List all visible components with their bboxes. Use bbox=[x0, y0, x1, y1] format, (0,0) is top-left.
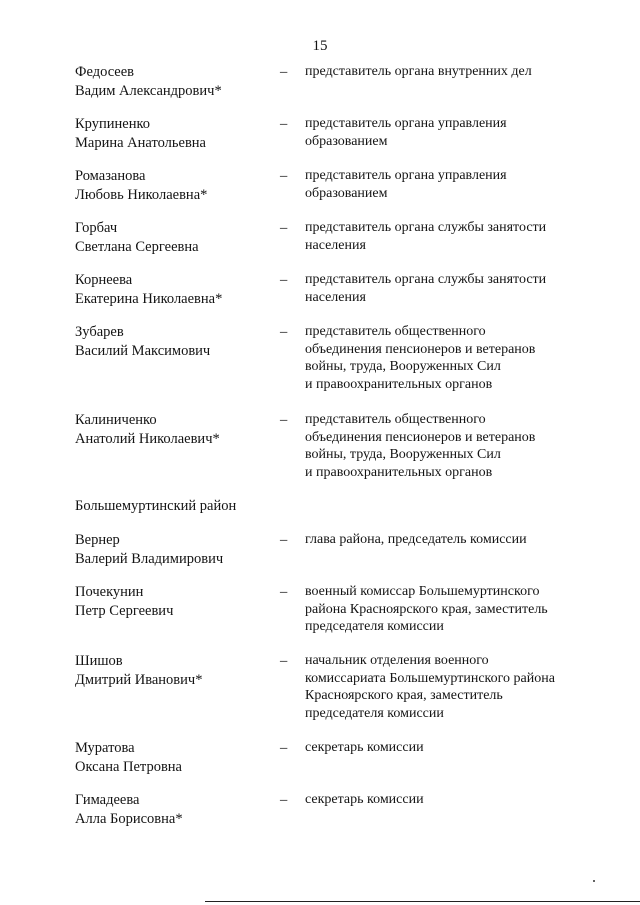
role-line: образованием bbox=[305, 185, 388, 201]
role-line: населения bbox=[305, 289, 366, 305]
role-line: начальник отделения военного bbox=[305, 653, 489, 668]
member-given-name: Валерий Владимирович bbox=[75, 551, 224, 567]
member-role bbox=[305, 115, 595, 150]
member-surname: Гимадеева bbox=[75, 792, 140, 808]
role-line: представитель органа управления bbox=[305, 116, 507, 131]
member-name bbox=[75, 323, 265, 361]
member-surname: Зубарев bbox=[75, 324, 124, 340]
role-line: и правоохранительных органов bbox=[305, 376, 493, 392]
member-name bbox=[75, 791, 265, 829]
member-role bbox=[305, 167, 595, 202]
section-title: Большемуртинский район bbox=[75, 498, 237, 514]
member-surname: Крупиненко bbox=[75, 116, 151, 132]
role-line: комиссариата Большемуртинского района bbox=[305, 670, 555, 686]
member-given-name: Анатолий Николаевич* bbox=[75, 431, 220, 447]
role-line: образованием bbox=[305, 133, 388, 149]
role-line: и правоохранительных органов bbox=[305, 464, 493, 480]
dash: – bbox=[280, 792, 288, 808]
role-line: Красноярского края, заместитель bbox=[305, 688, 503, 703]
member-surname: Калиниченко bbox=[75, 412, 157, 428]
member-name bbox=[75, 531, 265, 569]
role-line: председателя комиссии bbox=[305, 705, 444, 721]
member-name bbox=[75, 63, 265, 101]
role-line: глава района, председатель комиссии bbox=[305, 532, 527, 547]
scan-speck bbox=[593, 880, 595, 882]
member-given-name: Василий Максимович bbox=[75, 343, 211, 359]
member-given-name: Вадим Александрович* bbox=[75, 83, 222, 99]
member-surname: Федосеев bbox=[75, 64, 135, 80]
dash: – bbox=[280, 64, 288, 80]
role-line: представитель органа службы занятости bbox=[305, 220, 547, 235]
dash: – bbox=[280, 584, 288, 600]
page-number: 15 bbox=[312, 38, 328, 54]
member-role bbox=[305, 63, 595, 81]
member-name bbox=[75, 219, 265, 257]
member-name bbox=[75, 271, 265, 309]
member-given-name: Екатерина Николаевна* bbox=[75, 291, 223, 307]
dash: – bbox=[280, 324, 288, 340]
member-name bbox=[75, 583, 265, 621]
member-surname: Корнеева bbox=[75, 272, 133, 288]
role-line: военный комиссар Большемуртинского bbox=[305, 584, 540, 599]
role-line: представитель общественного bbox=[305, 324, 486, 339]
dash: – bbox=[280, 740, 288, 756]
dash: – bbox=[280, 220, 288, 236]
member-name bbox=[75, 411, 265, 449]
member-given-name: Дмитрий Иванович* bbox=[75, 672, 203, 688]
member-role bbox=[305, 271, 595, 306]
member-given-name: Оксана Петровна bbox=[75, 759, 182, 775]
role-line: представитель органа управления bbox=[305, 168, 507, 183]
member-given-name: Петр Сергеевич bbox=[75, 603, 174, 619]
role-line: представитель органа службы занятости bbox=[305, 272, 547, 287]
role-line: района Красноярского края, заместитель bbox=[305, 601, 548, 617]
role-line: войны, труда, Вооруженных Сил bbox=[305, 359, 501, 374]
role-line: войны, труда, Вооруженных Сил bbox=[305, 447, 501, 462]
member-role bbox=[305, 323, 595, 393]
member-name bbox=[75, 115, 265, 153]
role-line: объединения пенсионеров и ветеранов bbox=[305, 341, 536, 357]
role-line: представитель органа внутренних дел bbox=[305, 64, 532, 79]
member-role bbox=[305, 531, 595, 549]
member-surname: Вернер bbox=[75, 532, 120, 548]
member-role bbox=[305, 411, 595, 481]
member-role bbox=[305, 652, 595, 722]
member-role bbox=[305, 791, 595, 809]
dash: – bbox=[280, 116, 288, 132]
dash: – bbox=[280, 272, 288, 288]
role-line: объединения пенсионеров и ветеранов bbox=[305, 429, 536, 445]
member-name bbox=[75, 167, 265, 205]
member-surname: Муратова bbox=[75, 740, 135, 756]
role-line: секретарь комиссии bbox=[305, 740, 424, 755]
role-line: секретарь комиссии bbox=[305, 792, 424, 807]
role-line: населения bbox=[305, 237, 366, 253]
member-name bbox=[75, 652, 265, 690]
member-surname: Горбач bbox=[75, 220, 118, 236]
member-given-name: Алла Борисовна* bbox=[75, 811, 183, 827]
bottom-rule bbox=[205, 901, 640, 902]
member-role bbox=[305, 739, 595, 757]
member-name bbox=[75, 739, 265, 777]
dash: – bbox=[280, 532, 288, 548]
member-surname: Шишов bbox=[75, 653, 123, 669]
member-surname: Ромазанова bbox=[75, 168, 146, 184]
dash: – bbox=[280, 653, 288, 669]
member-role bbox=[305, 219, 595, 254]
role-line: председателя комиссии bbox=[305, 619, 444, 634]
dash: – bbox=[280, 412, 288, 428]
member-role bbox=[305, 583, 595, 636]
member-given-name: Светлана Сергеевна bbox=[75, 239, 199, 255]
role-line: представитель общественного bbox=[305, 412, 486, 427]
member-given-name: Марина Анатольевна bbox=[75, 135, 206, 151]
member-given-name: Любовь Николаевна* bbox=[75, 187, 208, 203]
dash: – bbox=[280, 168, 288, 184]
member-surname: Почекунин bbox=[75, 584, 144, 600]
